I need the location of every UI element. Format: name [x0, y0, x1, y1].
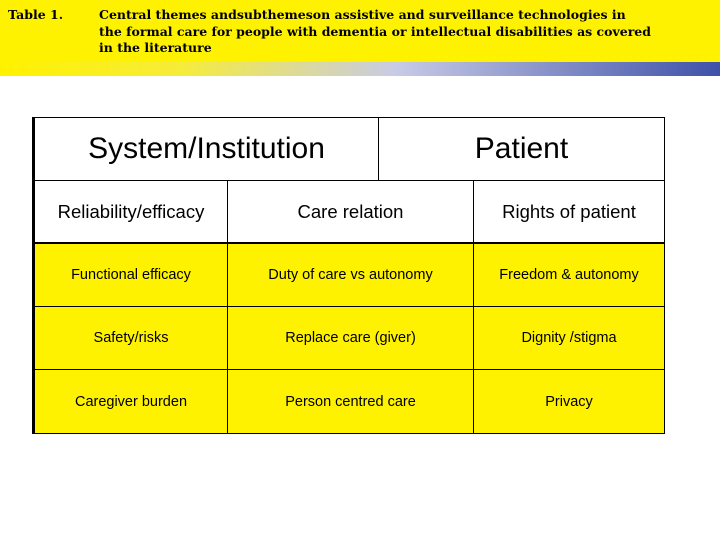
table-cell: Safety/risks: [35, 307, 228, 370]
table-cell: Privacy: [474, 370, 664, 433]
table-cell: Dignity /stigma: [474, 307, 664, 370]
group-header-patient: Patient: [379, 118, 664, 181]
table-cell: Replace care (giver): [228, 307, 474, 370]
table-cell: Freedom & autonomy: [474, 244, 664, 307]
table-cell: Caregiver burden: [35, 370, 228, 433]
column-header-rights: Rights of patient: [474, 181, 664, 244]
column-header-reliability: Reliability/efficacy: [35, 181, 228, 244]
table-cell: Functional efficacy: [35, 244, 228, 307]
caption-line-2: the formal care for people with dementia or intellectual disabilities as covered: [99, 23, 651, 39]
title-banner: [0, 0, 720, 62]
table-cell: Duty of care vs autonomy: [228, 244, 474, 307]
table-cell: Person centred care: [228, 370, 474, 433]
group-header-system-institution: System/Institution: [35, 118, 379, 181]
decorative-gradient-band: [0, 62, 720, 76]
themes-table: [32, 117, 665, 434]
column-header-care-relation: Care relation: [228, 181, 474, 244]
caption-label: Table 1.: [8, 7, 64, 22]
caption-line-1: Central themes andsubthemeson assistive and surveillance technologies in: [99, 7, 626, 22]
caption-line-3: in the literature: [99, 40, 212, 55]
